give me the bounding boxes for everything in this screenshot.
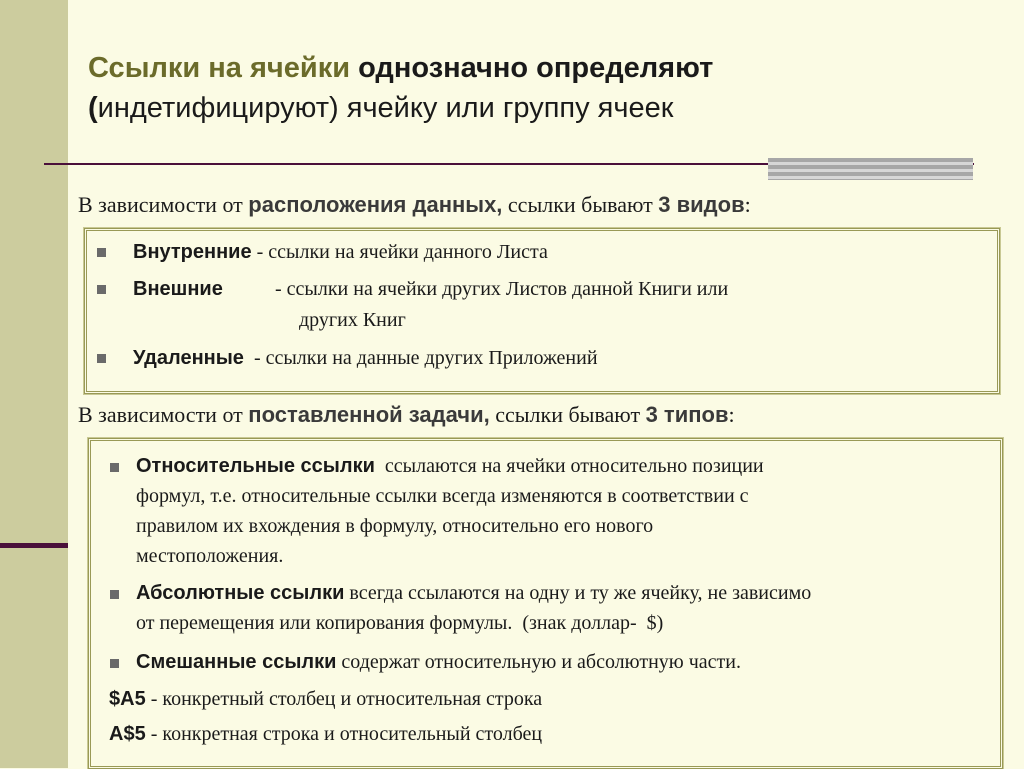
example-mixed-row: A$5 - конкретная строка и относительный столбец [109, 723, 543, 745]
title-paren: ( [88, 92, 98, 124]
slide-title [88, 48, 988, 128]
list-item-desc: - ссылки на ячейки других Листов данной Книги или [275, 278, 729, 300]
bullet-icon [97, 285, 106, 294]
section1-heading: В зависимости от расположения данных, ссылки бывают 3 видов: [78, 192, 751, 217]
title-highlight: Ссылки на ячейки [88, 52, 351, 84]
list-item: Внешние [133, 274, 223, 304]
title-divider-accent [768, 158, 973, 180]
list-item-desc-cont: других Книг [299, 309, 406, 331]
list-item: Абсолютные ссылки всегда ссылаются на одну и ту же ячейку, не зависимо от перемещения или копирования формулы. (знак доллар- $) [136, 578, 996, 638]
list-item: Внутренние - ссылки на ячейки данного Листа [133, 237, 548, 267]
list-item: Смешанные ссылки содержат относительную и абсолютную части. [136, 647, 996, 677]
bullet-icon [110, 590, 119, 599]
title-rest: индетифицируют) ячейку или группу ячеек [97, 92, 674, 124]
left-bar-divider [0, 543, 68, 548]
left-decorative-bar [0, 0, 68, 768]
bullet-icon [97, 354, 106, 363]
section2-heading: В зависимости от поставленной задачи, ссылки бывают 3 типов: [78, 402, 735, 427]
list-item: Относительные ссылки ссылаются на ячейки относительно позиции формул, т.е. относительные ссылки всегда изменяются в соответствии с правилом их вхождения в формулу, относительно его нового местоположения. [136, 451, 996, 571]
title-bold: однозначно определяют [350, 52, 714, 84]
bullet-icon [110, 659, 119, 668]
bullet-icon [97, 248, 106, 257]
reference-type-box [88, 438, 1003, 769]
example-mixed-column: $A5 - конкретный столбец и относительная строка [109, 688, 543, 710]
reference-location-box [84, 228, 1000, 394]
list-item: Удаленные - ссылки на данные других Приложений [133, 343, 598, 373]
bullet-icon [110, 463, 119, 472]
